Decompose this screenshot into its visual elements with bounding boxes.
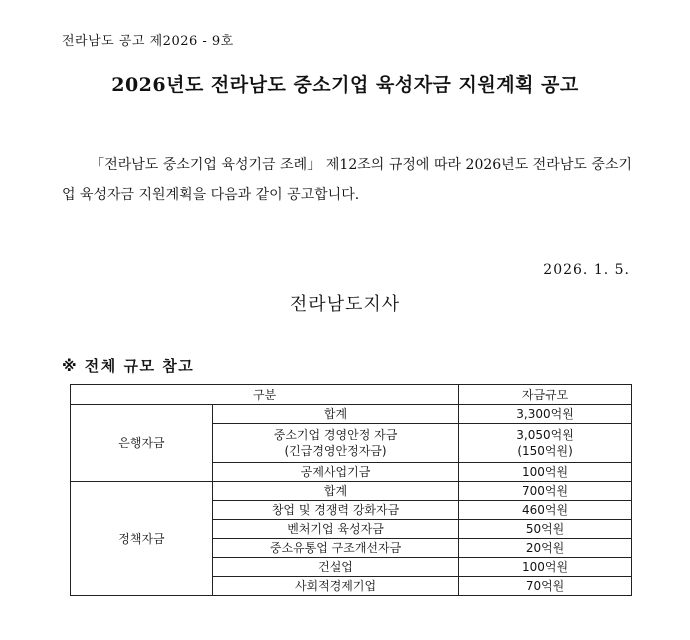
fund-scale-table bbox=[70, 384, 632, 596]
item-cell: 사회적경제기업 bbox=[212, 577, 458, 596]
amount-cell: 70억원 bbox=[459, 577, 632, 596]
amount-cell: 20억원 bbox=[459, 539, 632, 558]
body-text: 「전라남도 중소기업 육성기금 조례」 제12조의 규정에 따라 2026년도 전라남도 중소기업 육성자금 지원계획을 다음과 같이 공고합니다. bbox=[62, 157, 632, 203]
amount-cell: 700억원 bbox=[459, 482, 632, 501]
body-paragraph bbox=[62, 150, 632, 210]
item-cell: 건설업 bbox=[212, 558, 458, 577]
table-row bbox=[71, 482, 632, 501]
table-row bbox=[71, 405, 632, 424]
amount-cell: 50억원 bbox=[459, 520, 632, 539]
item-cell: 합계 bbox=[212, 405, 458, 424]
item-cell: 창업 및 경쟁력 강화자금 bbox=[212, 501, 458, 520]
header-amount: 자금규모 bbox=[459, 385, 632, 405]
amount-cell: 100억원 bbox=[459, 558, 632, 577]
item-cell: 합계 bbox=[212, 482, 458, 501]
notice-number: 전라남도 공고 제2026 - 9호 bbox=[62, 34, 234, 49]
category-cell: 정책자금 bbox=[71, 482, 213, 596]
document-title: 2026년도 전라남도 중소기업 육성자금 지원계획 공고 bbox=[111, 74, 579, 96]
item-cell: 공제사업기금 bbox=[212, 463, 458, 482]
amount-cell: 3,050억원 (150억원) bbox=[459, 424, 632, 463]
category-cell: 은행자금 bbox=[71, 405, 213, 482]
amount-cell: 460억원 bbox=[459, 501, 632, 520]
notice-date: 2026. 1. 5. bbox=[543, 262, 630, 278]
item-cell: 벤처기업 육성자금 bbox=[212, 520, 458, 539]
item-cell: 중소유통업 구조개선자금 bbox=[212, 539, 458, 558]
item-cell: 중소기업 경영안정 자금 (긴급경영안정자금) bbox=[212, 424, 458, 463]
amount-cell: 3,300억원 bbox=[459, 405, 632, 424]
section-title: ※ 전체 규모 참고 bbox=[62, 357, 195, 375]
header-category: 구분 bbox=[71, 385, 459, 405]
table-header-row bbox=[71, 385, 632, 405]
issuer-name: 전라남도지사 bbox=[289, 294, 401, 315]
amount-cell: 100억원 bbox=[459, 463, 632, 482]
